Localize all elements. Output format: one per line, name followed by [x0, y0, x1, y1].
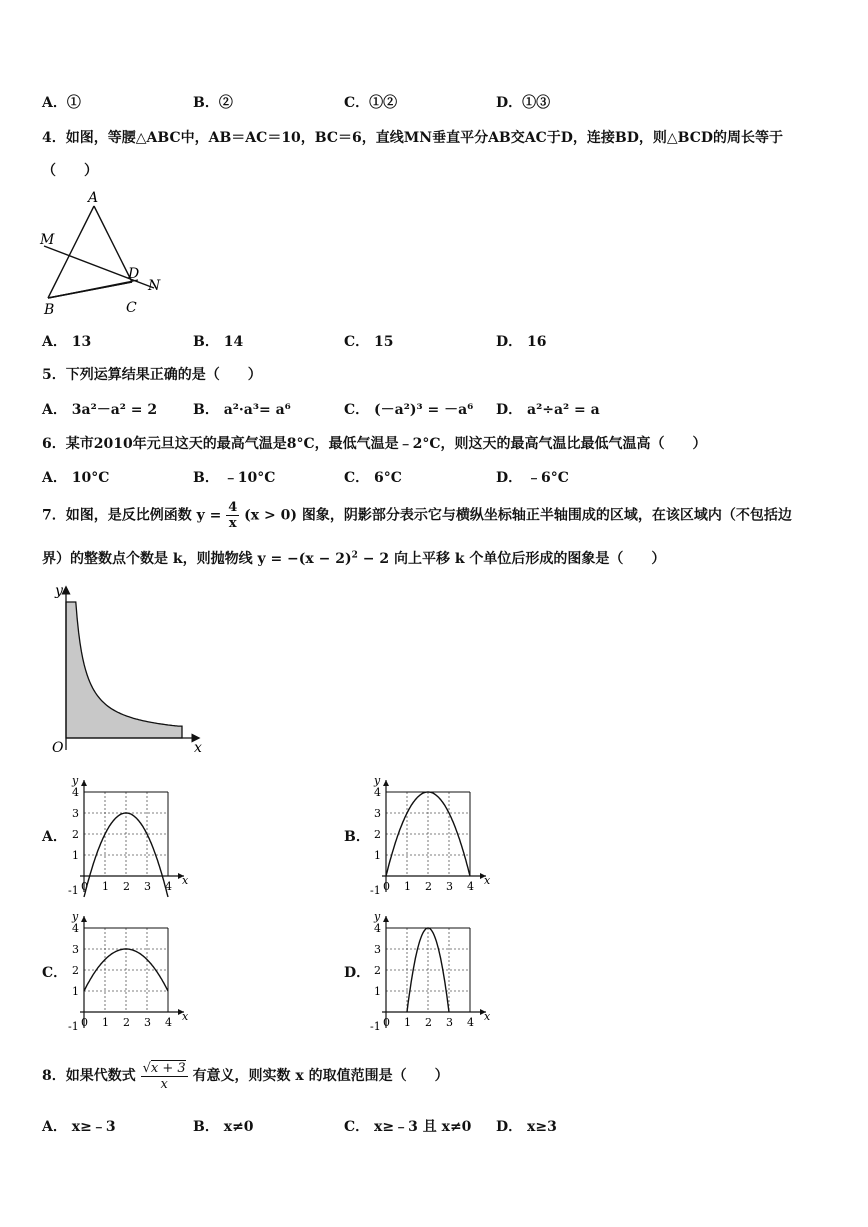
q7-option-b-label[interactable]: B．: [344, 829, 370, 845]
q6-option-a[interactable]: A． 10°C: [42, 470, 110, 486]
y-tick-label: 2: [72, 964, 79, 977]
x-tick-label: 1: [404, 880, 411, 893]
q5-question-text: 5．下列运算结果正确的是（ ）: [42, 367, 262, 383]
q5-option-d[interactable]: D． a²÷a² = a: [496, 402, 600, 418]
y-axis-label: y: [55, 583, 63, 599]
q3-option-d[interactable]: D．①③: [496, 95, 551, 111]
y-tick-label: 2: [374, 828, 381, 841]
x-axis-label: x: [194, 740, 202, 756]
q4-option-b[interactable]: B． 14: [193, 334, 244, 350]
q7-hyperbola-figure: [36, 580, 216, 760]
x-tick-label: 3: [446, 1016, 453, 1029]
y-axis-label: y: [374, 774, 381, 787]
x-tick-label: 3: [446, 880, 453, 893]
y-tick-label-neg: -1: [68, 1020, 79, 1033]
shaded-region: [66, 602, 182, 738]
q4-triangle-figure: [36, 188, 166, 318]
x-tick-label: 4: [467, 880, 474, 893]
y-tick-label: 1: [374, 849, 381, 862]
q3-option-c[interactable]: C．①②: [344, 95, 398, 111]
x-tick-label: 0: [383, 880, 390, 893]
q5-option-a[interactable]: A． 3a²－a² = 2: [42, 402, 158, 418]
q8-option-c[interactable]: C． x≥﹣3 且 x≠0: [344, 1119, 472, 1135]
x-axis-label: x: [182, 1010, 189, 1023]
y-tick-label: 1: [374, 985, 381, 998]
q7-option-a-label[interactable]: A．: [42, 829, 67, 845]
y-tick-label: 3: [374, 807, 381, 820]
y-axis-label: y: [72, 910, 79, 923]
x-tick-label: 2: [123, 1016, 130, 1029]
q6-option-b[interactable]: B． ﹣10°C: [193, 470, 276, 486]
y-tick-label: 4: [72, 922, 79, 935]
q7-option-c-label[interactable]: C．: [42, 965, 68, 981]
q4-option-c[interactable]: C． 15: [344, 334, 394, 350]
y-axis-label: y: [72, 774, 79, 787]
y-arrow: [81, 780, 87, 786]
q7-option-b-graph[interactable]: [364, 762, 494, 900]
x-tick-label: 0: [81, 1016, 88, 1029]
x-tick-label: 2: [425, 1016, 432, 1029]
x-tick-label: 4: [165, 880, 172, 893]
q7-option-d-graph[interactable]: [364, 898, 494, 1036]
q8-option-d[interactable]: D． x≥3: [496, 1119, 557, 1135]
y-tick-label: 3: [72, 807, 79, 820]
x-tick-label: 1: [102, 1016, 109, 1029]
x-tick-label: 3: [144, 1016, 151, 1029]
y-arrow: [383, 780, 389, 786]
y-tick-label: 3: [374, 943, 381, 956]
y-tick-label: 3: [72, 943, 79, 956]
q5-option-b[interactable]: B． a²·a³= a⁶: [193, 402, 291, 418]
y-tick-label-neg: -1: [370, 1020, 381, 1033]
q7-question-line1: 7．如图，是反比例函数 y = $\frac{4}{x}$ (x > 0) 图象，阴影部分表示它与横纵坐标轴正半轴围成的区域，在该区域内（不包括边: [42, 500, 792, 531]
label-b: B: [44, 302, 55, 318]
q6-option-c[interactable]: C． 6°C: [344, 470, 402, 486]
x-tick-label: 4: [467, 1016, 474, 1029]
q4-paren: （ ）: [42, 163, 98, 179]
q4-question-text: 4．如图，等腰△ABC中，AB＝AC＝10，BC＝6，直线MN垂直平分AB交AC于D，连接BD，则△BCD的周长等于: [42, 130, 784, 146]
q7-option-a-graph[interactable]: [62, 762, 192, 900]
q5-option-c[interactable]: C． (－a²)³ = －a⁶: [344, 402, 474, 418]
label-a: A: [88, 190, 99, 206]
q8-option-a[interactable]: A． x≥﹣3: [42, 1119, 116, 1135]
q7-question-line2: 界）的整数点个数是 k，则抛物线 $y = -(x - 2)^2 - 2$ 向上平移 k 个单位后形成的图象是（ ）: [42, 550, 666, 567]
label-m: M: [40, 232, 55, 248]
x-tick-label: 0: [383, 1016, 390, 1029]
x-tick-label: 4: [165, 1016, 172, 1029]
y-tick-label: 1: [72, 985, 79, 998]
q8-fraction: $\frac{√x + 3}{x}$: [142, 1060, 186, 1092]
q8-question-text: 8．如果代数式 $\frac{√x + 3}{x}$ 有意义，则实数 x 的取值范围是（ ）: [42, 1060, 449, 1092]
q7-option-d-label[interactable]: D．: [344, 965, 371, 981]
y-tick-label: 4: [374, 786, 381, 799]
x-tick-label: 1: [102, 880, 109, 893]
y-arrow: [383, 916, 389, 922]
y-tick-label-neg: -1: [370, 884, 381, 897]
y-tick-label: 2: [72, 828, 79, 841]
y-tick-label: 4: [374, 922, 381, 935]
x-tick-label: 3: [144, 880, 151, 893]
y-arrow: [81, 916, 87, 922]
q6-question-text: 6．某市2010年元旦这天的最高气温是8°C，最低气温是﹣2°C，则这天的最高气温比最低气温高（ ）: [42, 436, 707, 452]
y-axis-label: y: [374, 910, 381, 923]
x-axis-label: x: [484, 874, 491, 887]
y-tick-label: 2: [374, 964, 381, 977]
origin-label: O: [52, 740, 64, 756]
q3-option-b[interactable]: B．②: [193, 95, 233, 111]
y-tick-label: 1: [72, 849, 79, 862]
q6-option-d[interactable]: D． ﹣6°C: [496, 470, 569, 486]
label-c: C: [126, 300, 137, 316]
x-tick-label: 2: [123, 880, 130, 893]
x-tick-label: 1: [404, 1016, 411, 1029]
q3-option-a[interactable]: A．①: [42, 95, 81, 111]
y-tick-label: 4: [72, 786, 79, 799]
q8-option-b[interactable]: B． x≠0: [193, 1119, 254, 1135]
x-tick-label: 0: [81, 880, 88, 893]
q7-fraction: $\frac{4}{x}$: [228, 500, 238, 531]
label-n: N: [148, 278, 161, 294]
q4-option-a[interactable]: A． 13: [42, 334, 92, 350]
label-d: D: [128, 266, 140, 282]
y-tick-label-neg: -1: [68, 884, 79, 897]
q4-option-d[interactable]: D． 16: [496, 334, 547, 350]
x-tick-label: 2: [425, 880, 432, 893]
q7-option-c-graph[interactable]: [62, 898, 192, 1036]
x-axis-label: x: [484, 1010, 491, 1023]
x-axis-label: x: [182, 874, 189, 887]
